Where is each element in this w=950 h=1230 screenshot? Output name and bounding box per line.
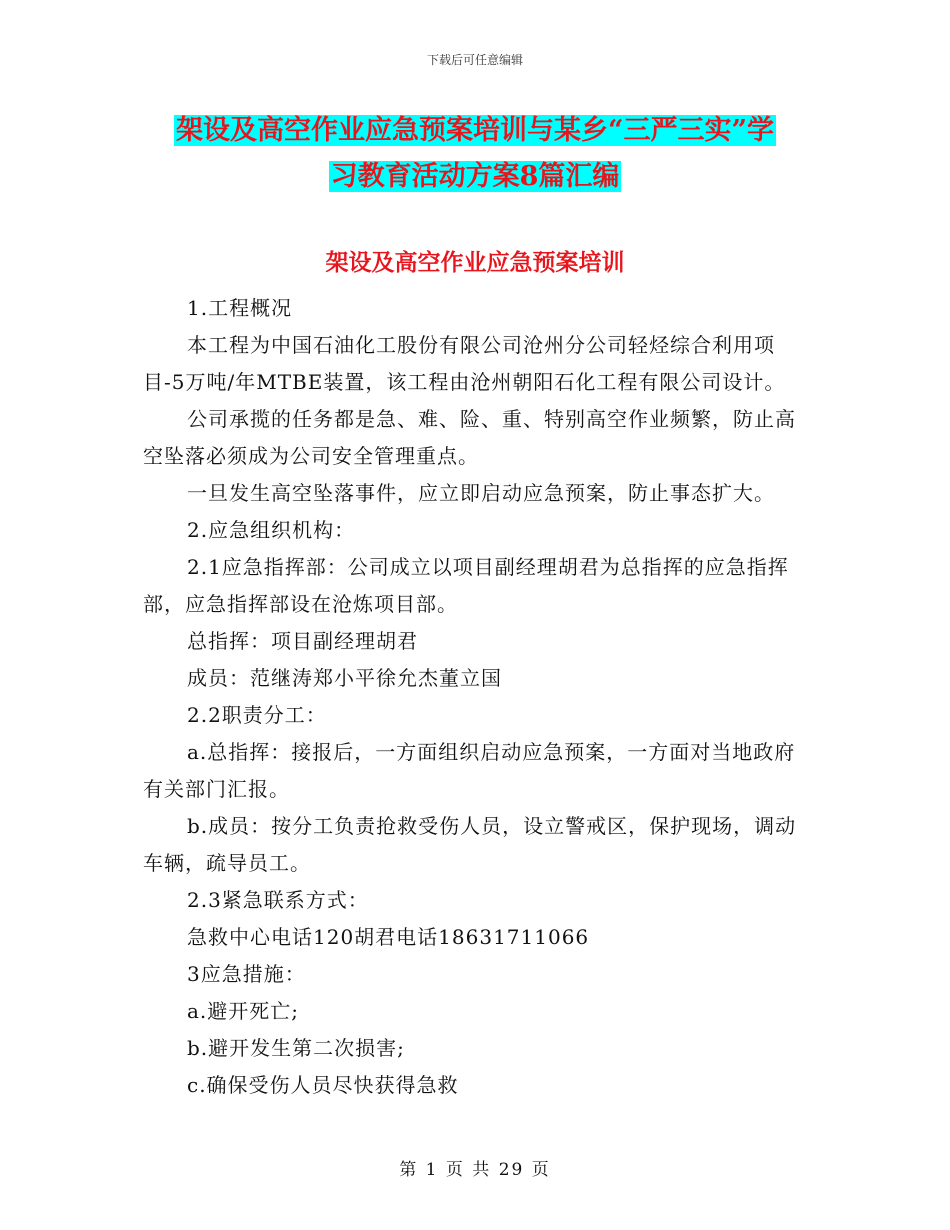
paragraph: 2.1应急指挥部：公司成立以项目副经理胡君为总指挥的应急指挥部，应急指挥部设在沧炼项目部。 [143,555,789,616]
document-title-line-2: 习教育活动方案8篇汇编 [330,161,620,192]
paragraph: 2.应急组织机构： [187,518,356,542]
paragraph: 1.工程概况 [187,296,293,320]
paragraph: a.总指挥：接报后，一方面组织启动应急预案，一方面对当地政府有关部门汇报。 [143,740,796,801]
document-title-line-1: 架设及高空作业应急预案培训与某乡“三严三实”学 [175,115,775,146]
section-title: 架设及高空作业应急预案培训 [325,249,625,276]
paragraph: c.确保受伤人员尽快获得急救 [187,1073,459,1097]
header-note: 下载后可任意编辑 [426,53,523,67]
paragraph: 总指挥：项目副经理胡君 [187,629,418,653]
paragraph: 公司承揽的任务都是急、难、险、重、特别高空作业频繁，防止高空坠落必须成为公司安全管理重点。 [143,407,796,468]
paragraph: 成员：范继涛郑小平徐允杰董立国 [187,666,502,690]
paragraph: a.避开死亡; [187,999,300,1023]
paragraph: 2.3紧急联系方式： [187,888,369,912]
document-title [0,108,950,200]
paragraph: 急救中心电话120胡君电话18631711066 [187,925,590,949]
paragraph: 一旦发生高空坠落事件，应立即启动应急预案，防止事态扩大。 [187,481,775,505]
page-footer: 第 1 页 共 29 页 [399,1160,551,1180]
paragraph: 3应急措施： [187,962,306,986]
document-body [143,290,810,1104]
paragraph: b.避开发生第二次损害; [187,1036,405,1060]
paragraph: b.成员：按分工负责抢救受伤人员，设立警戒区，保护现场，调动车辆，疏导员工。 [143,814,797,875]
paragraph: 2.2职责分工： [187,703,327,727]
paragraph: 本工程为中国石油化工股份有限公司沧州分公司轻烃综合利用项目-5万吨/年MTBE装置，该工程由沧州朝阳石化工程有限公司设计。 [143,333,786,394]
